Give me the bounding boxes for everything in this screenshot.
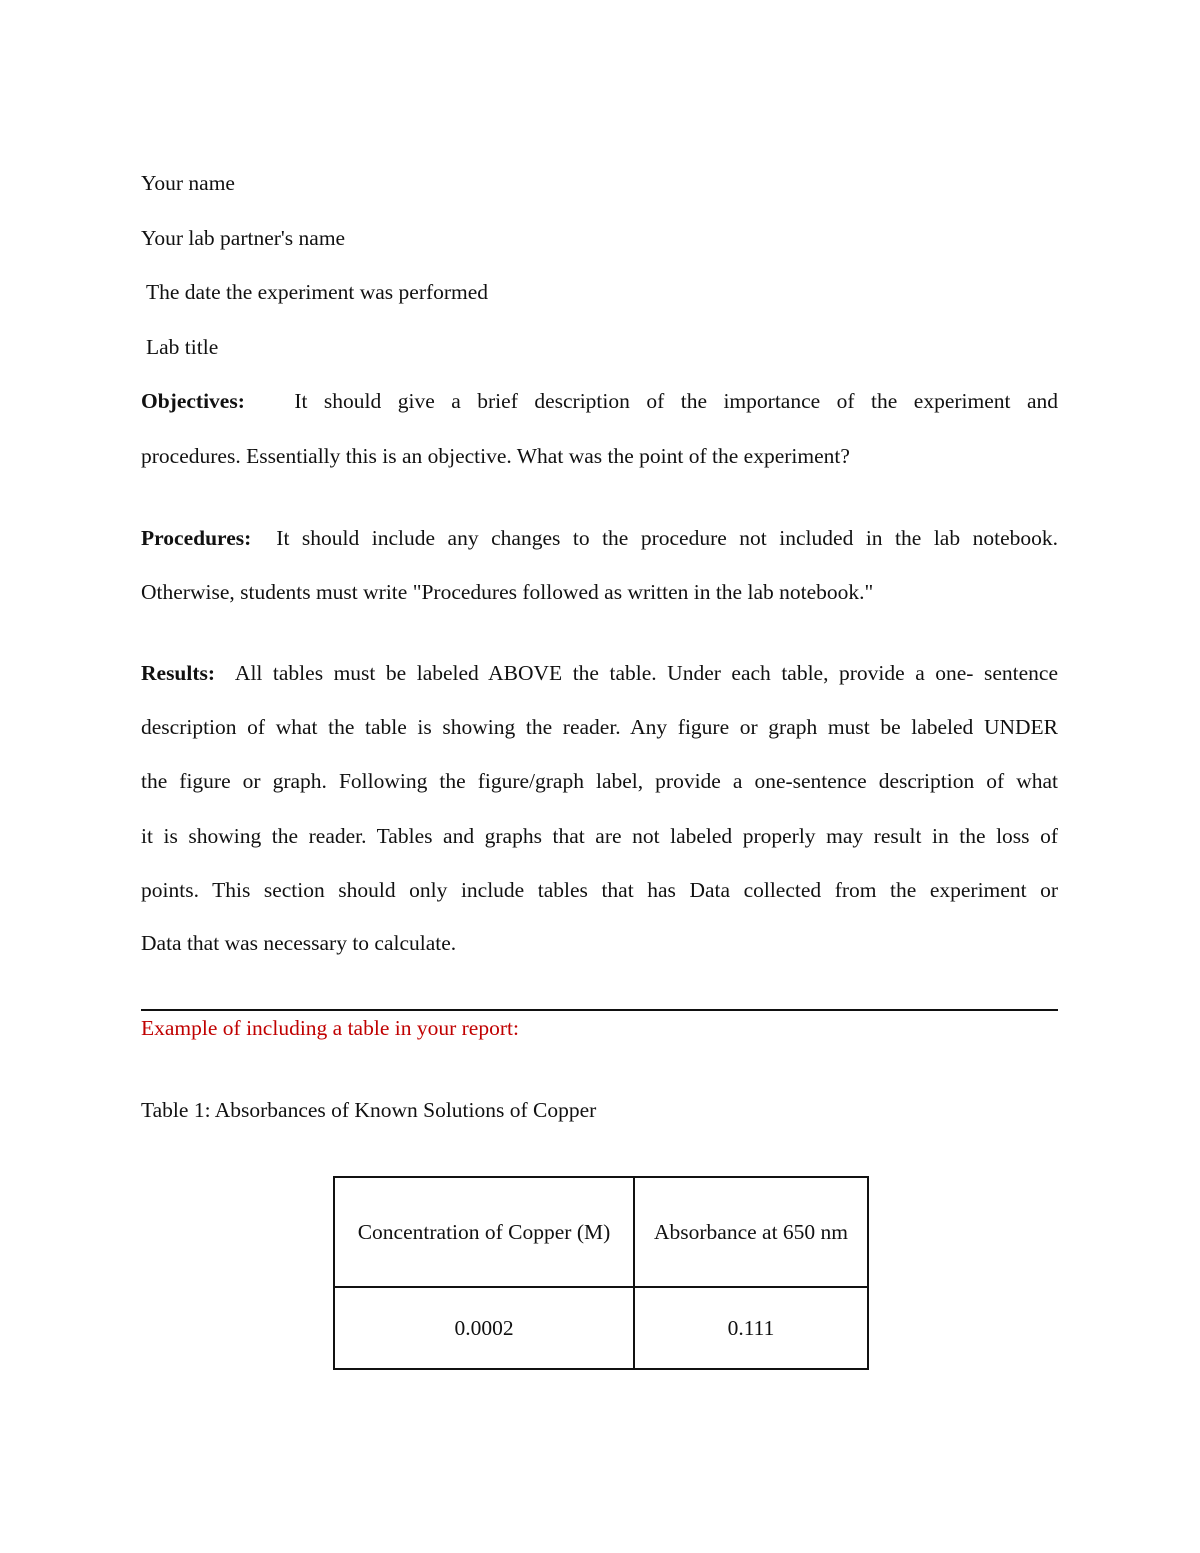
results-text-4: it is showing the reader. Tables and graphs that are not labeled properly may result in the loss of bbox=[141, 824, 1058, 848]
experiment-date-line: The date the experiment was performed bbox=[146, 280, 489, 304]
results-text-6: Data that was necessary to calculate. bbox=[141, 931, 457, 955]
example-heading: Example of including a table in your report: bbox=[141, 1016, 519, 1040]
absorbance-table bbox=[333, 1176, 869, 1370]
lab-partner-line: Your lab partner's name bbox=[141, 226, 346, 250]
results-text-3: the figure or graph. Following the figure/graph label, provide a one-sentence description of what bbox=[141, 769, 1058, 793]
table-row bbox=[334, 1287, 868, 1369]
table-header-row bbox=[334, 1177, 868, 1287]
objectives-text-2: procedures. Essentially this is an objective. What was the point of the experiment? bbox=[141, 444, 850, 468]
objectives-paragraph-line-1 bbox=[141, 388, 1058, 414]
your-name-line: Your name bbox=[141, 171, 235, 195]
results-label: Results: bbox=[141, 661, 216, 685]
results-text-5: points. This section should only include tables that has Data collected from the experiment or bbox=[141, 878, 1058, 902]
procedures-text-1: It should include any changes to the procedure not included in the lab notebook. bbox=[276, 526, 1058, 550]
table-cell-concentration: 0.0002 bbox=[334, 1287, 634, 1369]
objectives-label: Objectives: bbox=[141, 389, 245, 413]
objectives-text-1: It should give a brief description of the importance of the experiment and bbox=[294, 389, 1058, 413]
procedures-label: Procedures: bbox=[141, 526, 252, 550]
procedures-paragraph-line-1 bbox=[141, 525, 1058, 551]
procedures-text-2: Otherwise, students must write "Procedures followed as written in the lab notebook." bbox=[141, 580, 874, 604]
results-text-2: description of what the table is showing the reader. Any figure or graph must be labeled UNDER bbox=[141, 715, 1058, 739]
table-cell-absorbance: 0.111 bbox=[634, 1287, 868, 1369]
horizontal-divider bbox=[141, 1009, 1058, 1011]
results-paragraph-line-1 bbox=[141, 660, 1058, 686]
table-caption: Table 1: Absorbances of Known Solutions of Copper bbox=[141, 1098, 597, 1122]
results-text-1: All tables must be labeled ABOVE the table. Under each table, provide a one- sentence bbox=[234, 661, 1058, 685]
lab-title-line: Lab title bbox=[146, 335, 219, 359]
table-header-absorbance: Absorbance at 650 nm bbox=[634, 1177, 868, 1287]
table-header-concentration: Concentration of Copper (M) bbox=[334, 1177, 634, 1287]
